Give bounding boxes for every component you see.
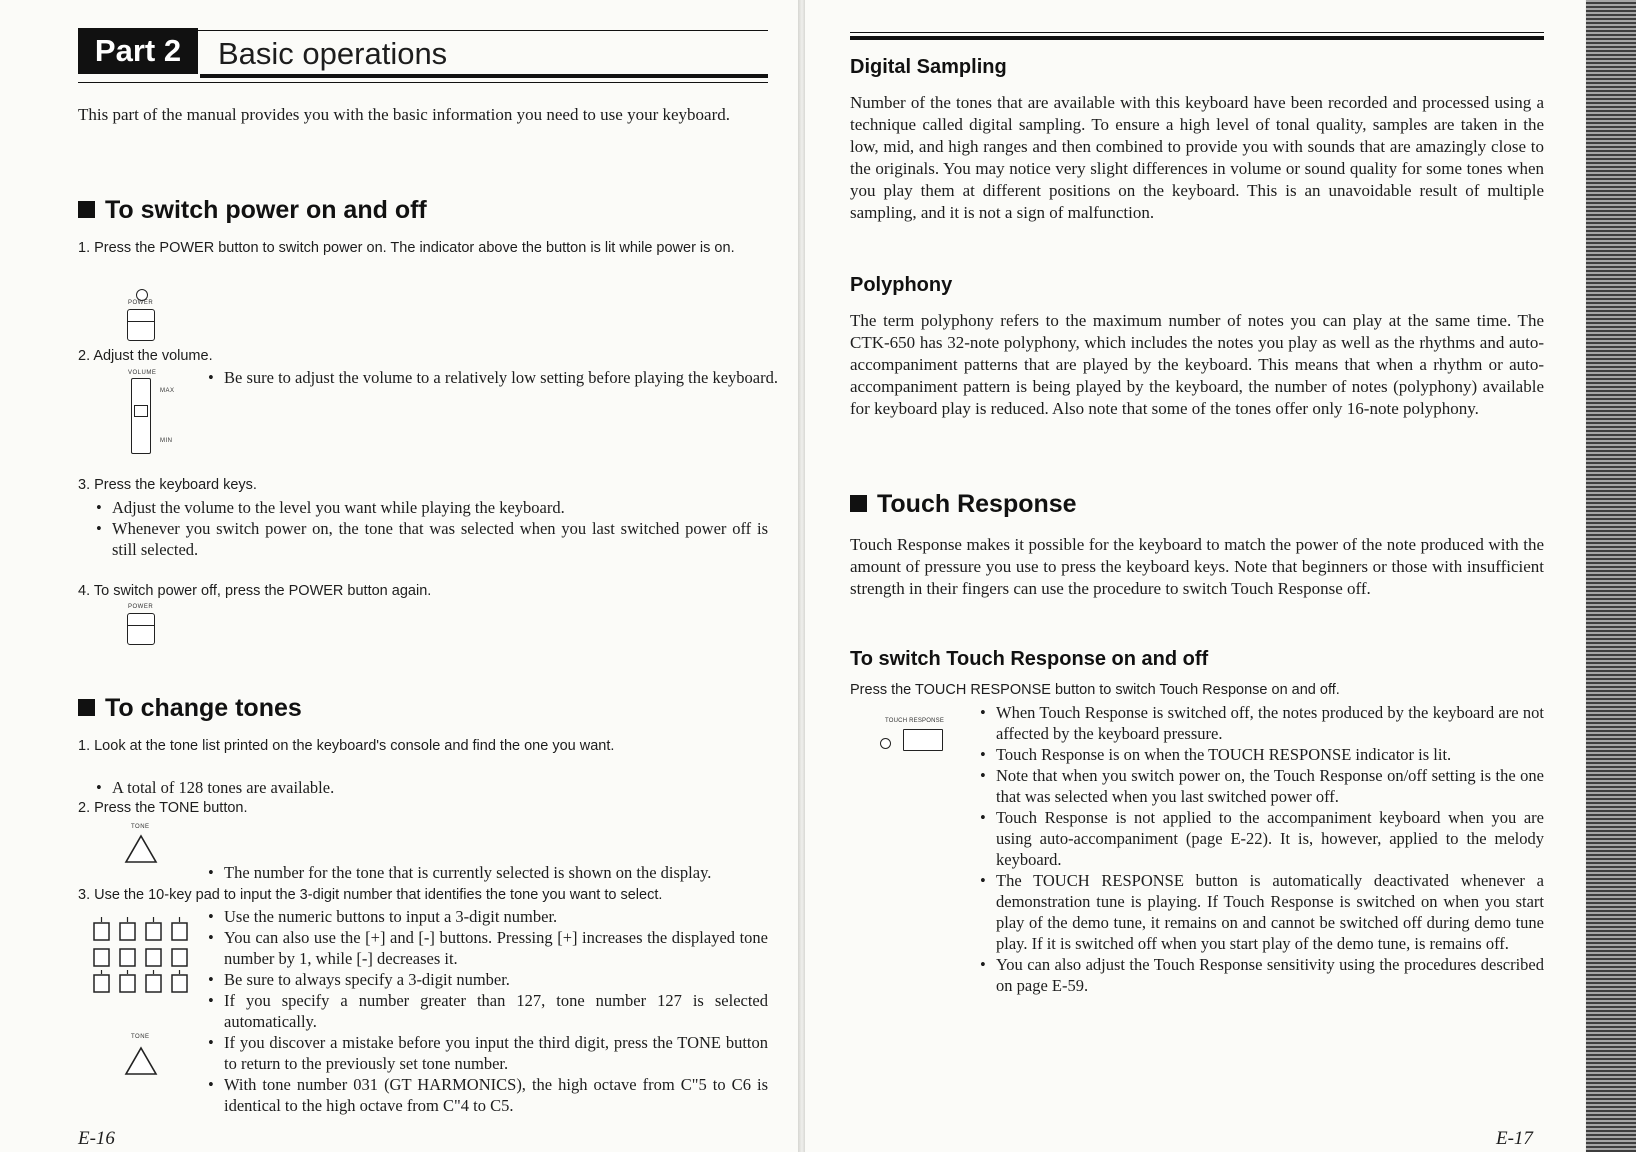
tones-step-2: 2. Press the TONE button. — [78, 800, 248, 816]
intro-text: This part of the manual provides you with the basic information you need to use your keyboard. — [78, 105, 730, 124]
power-step-1: 1. Press the POWER button to switch power on. The indicator above the button is lit while power is on. — [78, 240, 735, 256]
tones-step-2-bullet: • The number for the tone that is currently selected is shown on the display. — [208, 862, 784, 883]
digital-sampling-text: Number of the tones that are available with this keyboard have been recorded and processed using a technique called digital sampling. To ensure a high level of tonal quality, samples are taken in the low, mid, and high ranges and then combined to provide you with sounds that are amazingly close to the originals. You may notice very slight differences in volume or sound quality for some tones when you play them at different positions on the keyboard. This is an unavoidable result of multiple sampling, and it is not a sign of malfunction. — [850, 93, 1544, 222]
page-number-right: E-17 — [1496, 1128, 1533, 1149]
touch-switch-bullet: • The TOUCH RESPONSE button is automatically deactivated whenever a demonstration tune is playing. If Touch Response is switched on when you start play of the demo tune, it remains on and cannot be switched off during demo tune play. If it is switched off when you start play of the demo tune, is remains off. — [980, 870, 1544, 954]
power-button-icon — [127, 309, 155, 341]
tones-step-3-bullets — [208, 906, 768, 1116]
heading-square-icon — [78, 699, 95, 716]
power-button-label-2: POWER — [128, 604, 154, 610]
page-number-left: E-16 — [78, 1128, 115, 1149]
page-edge-right — [1586, 0, 1636, 1152]
power-step-3-bullet: • Whenever you switch power on, the tone that was selected when you last switched power off is still selected. — [96, 518, 768, 560]
power-step-3-bullet: • Adjust the volume to the level you want while playing the keyboard. — [96, 497, 768, 518]
right-header-rule-thick — [850, 36, 1544, 40]
ten-key-pad-icon — [86, 916, 198, 996]
touch-response-button-label: TOUCH RESPONSE — [885, 718, 945, 724]
heading-square-icon — [78, 201, 95, 218]
volume-min-label: MIN — [160, 438, 173, 444]
tone-button-label: TONE — [131, 824, 150, 830]
tones-step-3-bullet: • Use the numeric buttons to input a 3-digit number. — [208, 906, 768, 927]
part-title: Basic operations — [218, 36, 448, 71]
volume-knob-icon — [134, 405, 148, 417]
header-rule-thin — [78, 82, 768, 83]
touch-response-button-icon — [903, 729, 943, 751]
tones-step-3-bullet: • If you discover a mistake before you input the third digit, press the TONE button to return to the previously set tone number. — [208, 1032, 768, 1074]
touch-switch-bullet: • When Touch Response is switched off, the notes produced by the keyboard are not affected by the keyboard pressure. — [980, 702, 1544, 744]
tones-heading: To change tones — [78, 692, 302, 724]
power-heading: To switch power on and off — [78, 194, 427, 226]
power-step-3: 3. Press the keyboard keys. — [78, 477, 257, 493]
touch-switch-instruction: Press the TOUCH RESPONSE button to switch Touch Response on and off. — [850, 682, 1340, 698]
tones-step-3: 3. Use the 10-key pad to input the 3-digit number that identifies the tone you want to select. — [78, 887, 663, 903]
part-label: Part 2 — [78, 28, 198, 74]
tones-step-3-bullet: • If you specify a number greater than 127, tone number 127 is selected automatically. — [208, 990, 768, 1032]
touch-switch-heading: To switch Touch Response on and off — [850, 648, 1209, 670]
touch-switch-bullet: • You can also adjust the Touch Response sensitivity using the procedures described on page E-59. — [980, 954, 1544, 996]
power-button-label: POWER — [128, 300, 154, 306]
tones-step-3-bullet: • With tone number 031 (GT HARMONICS), the high octave from C"5 to C6 is identical to the high octave from C"4 to C5. — [208, 1074, 768, 1116]
volume-label: VOLUME — [128, 370, 157, 376]
power-step-2: 2. Adjust the volume. — [78, 348, 213, 364]
tones-step-1-bullet: • A total of 128 tones are available. — [96, 777, 712, 798]
header-rule-top — [78, 30, 768, 31]
volume-max-label: MAX — [160, 388, 175, 394]
power-step-4: 4. To switch power off, press the POWER button again. — [78, 583, 432, 599]
polyphony-heading: Polyphony — [850, 274, 953, 296]
tones-step-1: 1. Look at the tone list printed on the keyboard's console and find the one you want. — [78, 738, 615, 754]
heading-square-icon — [850, 495, 867, 512]
touch-response-text: Touch Response makes it possible for the keyboard to match the power of the note produced with the amount of pressure you use to press the keyboard keys. Note that beginners or those with insufficient strength in their fingers can use the procedure to switch Touch Response off. — [850, 535, 1544, 598]
digital-sampling-heading: Digital Sampling — [850, 56, 1007, 78]
polyphony-text: The term polyphony refers to the maximum number of notes you can play at the same time. The CTK-650 has 32-note polyphony, which includes the notes you play as well as the rhythms and auto-accompaniment patterns that are played by the keyboard. This means that when a rhythm or auto-accompaniment pattern is being played by the keyboard, the number of notes (polyphony) available for keyboard play is reduced. Also note that some of the tones offer only 16-note polyphony. — [850, 311, 1544, 418]
tones-step-3-bullet: • You can also use the [+] and [-] buttons. Pressing [+] increases the displayed tone number by 1, while [-] decreases it. — [208, 927, 768, 969]
touch-switch-bullets — [980, 702, 1544, 996]
tone-button-label-2: TONE — [131, 1034, 150, 1040]
touch-switch-bullet: • Touch Response is not applied to the accompaniment keyboard when you are using auto-accompaniment (page E-22). It is, however, applied to the melody keyboard. — [980, 807, 1544, 870]
touch-switch-bullet: • Note that when you switch power on, the Touch Response on/off setting is the one that was selected when you last switched power off. — [980, 765, 1544, 807]
touch-indicator-icon — [880, 738, 891, 749]
power-button-icon-2 — [127, 613, 155, 645]
touch-response-heading: Touch Response — [850, 488, 1077, 520]
volume-note: • Be sure to adjust the volume to a relatively low setting before playing the keyboard. — [208, 367, 784, 388]
tone-triangle-button-icon-2 — [124, 1046, 158, 1076]
power-step-3-bullets — [96, 497, 768, 560]
header-rule-bottom — [200, 74, 768, 78]
right-header-rule-thin — [850, 32, 1544, 33]
volume-slider-icon — [131, 378, 151, 454]
tones-step-3-bullet: • Be sure to always specify a 3-digit number. — [208, 969, 768, 990]
tone-triangle-button-icon — [124, 834, 158, 864]
touch-switch-bullet: • Touch Response is on when the TOUCH RESPONSE indicator is lit. — [980, 744, 1544, 765]
